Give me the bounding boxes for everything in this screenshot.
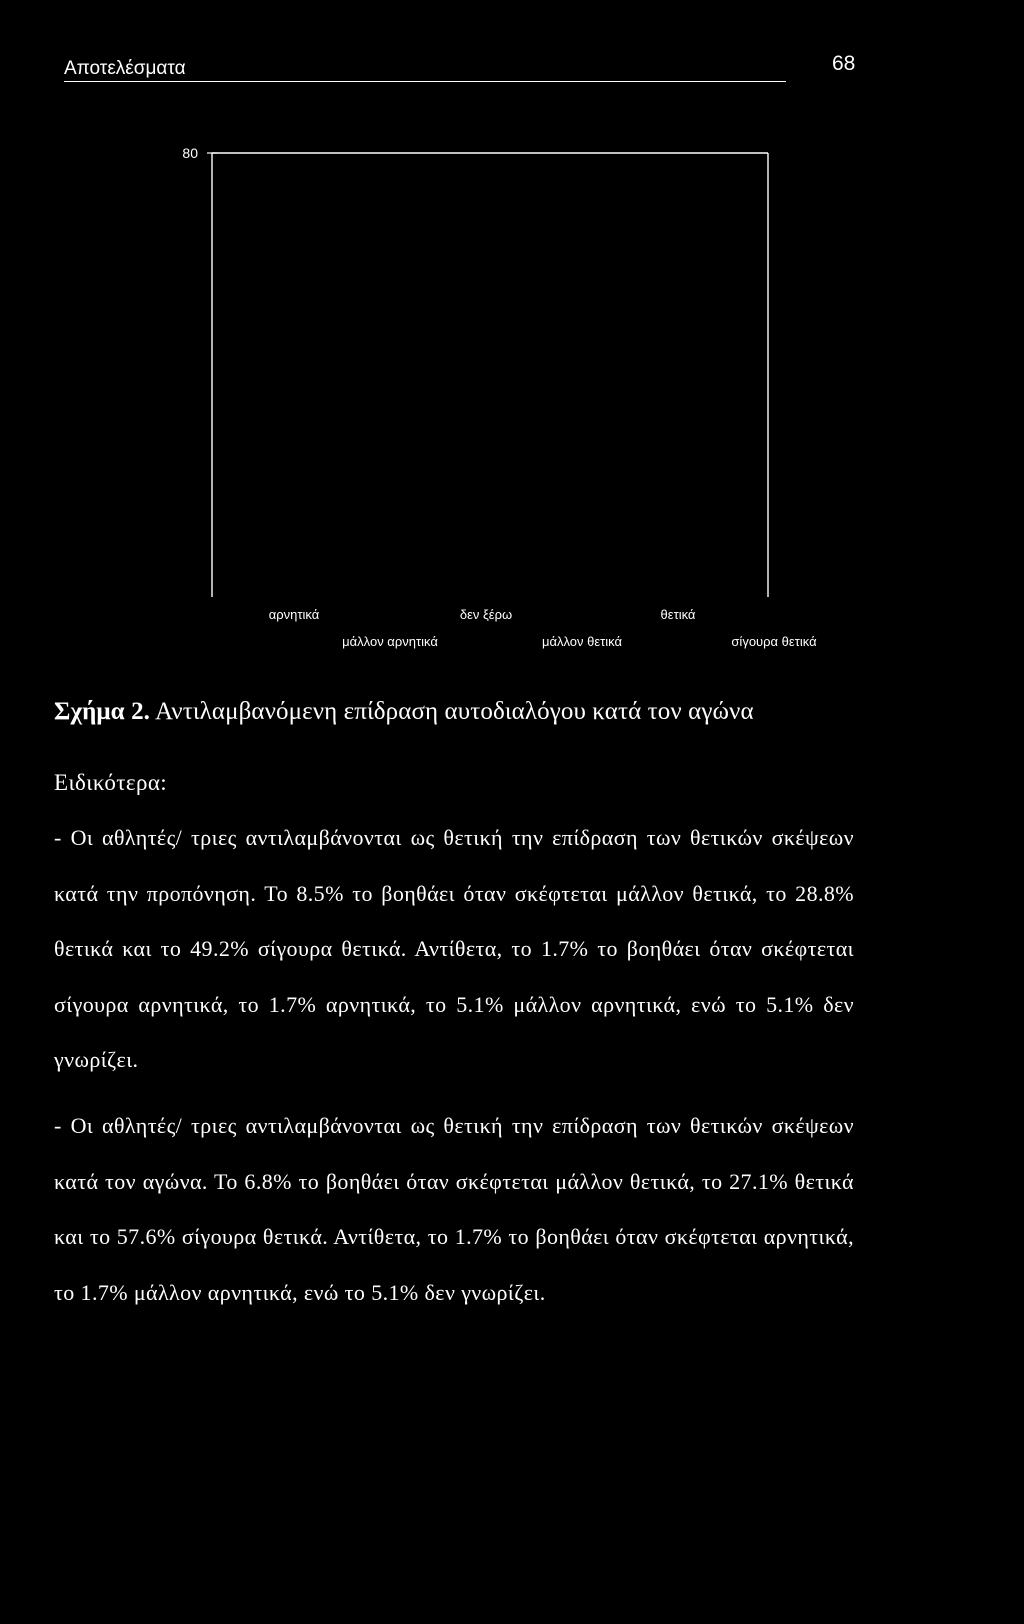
figure-caption: [54, 698, 754, 726]
paragraph-competition: - Οι αθλητές/ τριες αντιλαμβάνονται ως θετική την επίδραση των θετικών σκέψεων κατά τον αγώνα. Το 6.8% το βοηθάει όταν σκέφτεται μάλλον θετικά, το 27.1% θετικά και το 57.6% σίγουρα θετικά. Αντίθετα, το 1.7% το βοηθάει όταν σκέφτεται αρνητικά, το 1.7% μάλλον αρνητικά, ενώ το 5.1% δεν γνωρίζει.: [54, 1113, 854, 1305]
x-category-label-4: θετικά: [660, 607, 696, 622]
x-category-label-5: σίγουρα θετικά: [731, 634, 817, 649]
figure-chart: [170, 140, 830, 660]
x-category-label-3: μάλλον θετικά: [541, 634, 623, 649]
x-category-label-0: αρνητικά: [268, 607, 320, 622]
page-number: 68: [832, 52, 856, 75]
y-tick-label-0: 80: [182, 145, 198, 161]
chart-svg: [170, 140, 830, 660]
paragraph-training: - Οι αθλητές/ τριες αντιλαμβάνονται ως θετική την επίδραση των θετικών σκέψεων κατά την προπόνηση. Το 8.5% το βοηθάει όταν σκέφτεται μάλλον θετικά, το 28.8% θετικά και το 49.2% σίγουρα θετικά. Αντίθετα, το 1.7% το βοηθάει όταν σκέφτεται σίγουρα αρνητικά, το 1.7% αρνητικά, το 5.1% μάλλον αρνητικά, ενώ το 5.1% δεν γνωρίζει.: [54, 825, 854, 1072]
figure-caption-text: Αντιλαμβανόμενη επίδραση αυτοδιαλόγου κατά τον αγώνα: [155, 698, 754, 725]
section-heading: Ειδικότερα:: [54, 770, 168, 795]
section-title: Αποτελέσματα: [64, 58, 186, 79]
x-category-label-1: μάλλον αρνητικά: [342, 634, 438, 649]
header-rule: [64, 81, 786, 82]
figure-label: Σχήμα 2.: [54, 698, 151, 725]
x-category-label-2: δεν ξέρω: [459, 607, 513, 622]
